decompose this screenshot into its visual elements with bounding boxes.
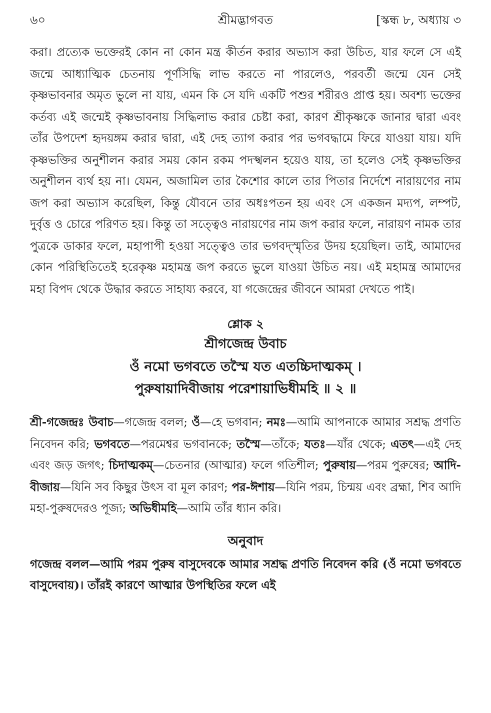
- verse-line-1: ওঁ নমো ভগবতে তস্মৈ যত এতচ্চিদাত্মকম্ ।: [129, 359, 362, 375]
- synonym-meaning: —যাঁর থেকে;: [325, 436, 391, 451]
- synonym-meaning: —চেতনার (আত্মার) ফলে গতিশীল;: [152, 458, 324, 472]
- synonym-term: আদি-বীজায়: [30, 458, 461, 494]
- synonym-term: ভগবতে: [94, 436, 130, 451]
- synonym-term: যতঃ: [304, 436, 326, 451]
- synonym-item: [30, 415, 192, 429]
- purport-continuation: করা। প্রত্যেক ভক্তেরই কোন না কোন মন্ত্র কীর্তন করার অভ্যাস করা উচিত, যার ফলে সে এই জন্মে আধ্যাত্মিক চেতনায় পূর্ণসিদ্ধি লাভ করতে না পারলেও, পরবর্তী জন্মে যেন সেই কৃষ্ণভাবনার অমৃত ভুলে না যায়, এমন কি সে যদি একটি পশুর শরীরও প্রাপ্ত হয়। অবশ্য ভক্তের কর্তব্য এই জন্মেই কৃষ্ণভাবনায় সিদ্ধিলাভ করার চেষ্টা করা, কারণ শ্রীকৃষ্ণকে জানার দ্বারা এবং তাঁর উপদেশ হৃদয়ঙ্গম করার দ্বারা, এই দেহ ত্যাগ করার পর ভগবদ্ধামে ফিরে যাওয়া যায়। যদি কৃষ্ণভক্তির অনুশীলন করার সময় কোন রকম পদস্খলন হয়েও যায়, তা হলেও সেই কৃষ্ণভক্তির অনুশীলন ব্যর্থ হয় না। যেমন, অজামিল তার কৈশোর কালে তার পিতার নির্দেশে নারায়ণের নাম জপ করা অভ্যাস করেছিল, কিন্তু যৌবনে তার অধঃপতন হয় এবং সে একজন মদ্যপ, লম্পট, দুর্বৃত্ত ও চোরে পরিণত হয়। কিন্তু তা সত্ত্বেও নারায়ণের নাম জপ করার ফলে, নারায়ণ নামক তার পুত্রকে ডাকার ফলে, মহাপাপী হওয়া সত্ত্বেও তার ভগবদ্স্মৃতির উদয় হয়েছিল। তাই, আমাদের কোন পরিস্থিতিতেই হরেকৃষ্ণ মহামন্ত্র জপ করতে ভুলে যাওয়া উচিত নয়। এই মহামন্ত্র আমাদের মহা বিপদ থেকে উদ্ধার করতে সাহায্য করবে, যা গজেন্দ্রের জীবনে আমরা দেখতে পাই।: [30, 45, 461, 296]
- synonym-item: [192, 415, 267, 429]
- synonym-term: এতৎ: [390, 436, 414, 451]
- synonym-meaning: —আমি আপনাকে আমার সশ্রদ্ধ প্রণতি নিবেদন করি;: [30, 415, 461, 451]
- synonym-meaning: —আমি তাঁর ধ্যান করি।: [176, 501, 282, 515]
- synonym-meaning: —যিনি সব কিছুর উৎস বা মূল কারণ;: [59, 479, 232, 494]
- canto-chapter: [স্কন্ধ ৮, অধ্যায় ৩: [376, 13, 461, 27]
- synonym-term: অভিধীমহি: [129, 501, 177, 515]
- synonym-meaning: —যিনি পরম, চিন্ময় এবং ব্রহ্মা, শিব আদি মহা-পুরুষদেরও পূজ্য;: [30, 479, 461, 515]
- synonym-item: [130, 501, 281, 515]
- synonym-term: পুরুষায়: [323, 458, 356, 472]
- book-title: শ্রীমদ্ভাগবত: [217, 13, 273, 27]
- translation-heading: অনুবাদ: [227, 532, 264, 548]
- synonyms: [30, 412, 461, 520]
- synonym-meaning: —গজেন্দ্র বলল;: [113, 415, 192, 429]
- verse-block: [30, 314, 461, 400]
- synonym-term: তস্মৈ: [236, 436, 261, 451]
- page-number: ৬০: [30, 13, 46, 27]
- synonym-term: ওঁ: [191, 415, 201, 429]
- synonym-meaning: —হে ভগবান;: [200, 415, 267, 429]
- synonym-meaning: —পরম পুরুষের;: [355, 458, 434, 472]
- synonym-term: নমঃ: [266, 415, 286, 429]
- verse-speaker: শ্রীগজেন্দ্র উবাচ: [204, 337, 287, 352]
- verse-line-2: পুরুষায়াদিবীজায় পরেশায়াভিধীমহি ॥ ২ ॥: [134, 381, 357, 397]
- synonym-term: শ্রী-গজেন্দ্রঃ উবাচ: [30, 415, 114, 429]
- translation-text: গজেন্দ্র বলল—আমি পরম পুরুষ বাসুদেবকে আমার সশ্রদ্ধ প্রণতি নিবেদন করি (ওঁ নমো ভগবতে বাসুদেবায়)। তাঁরই কারণে আত্মার উপস্থিতির ফলে এই: [30, 556, 461, 592]
- synonym-meaning: —এই দেহ এবং জড় জগৎ;: [30, 436, 461, 472]
- synonym-term: পর-ঈশায়: [231, 479, 275, 494]
- synonym-meaning: —তাঁকে;: [260, 436, 305, 451]
- synonym-item: [323, 458, 434, 472]
- page-header: [30, 10, 461, 32]
- synonym-item: [304, 437, 390, 451]
- synonym-term: চিদাত্মকম্: [108, 458, 153, 472]
- synonym-meaning: —পরমেশ্বর ভগবানকে;: [129, 436, 237, 451]
- synonym-item: [109, 458, 323, 472]
- synonym-item: [94, 437, 236, 451]
- synonym-item: [237, 437, 305, 451]
- verse-label: শ্লোক ২: [227, 317, 264, 331]
